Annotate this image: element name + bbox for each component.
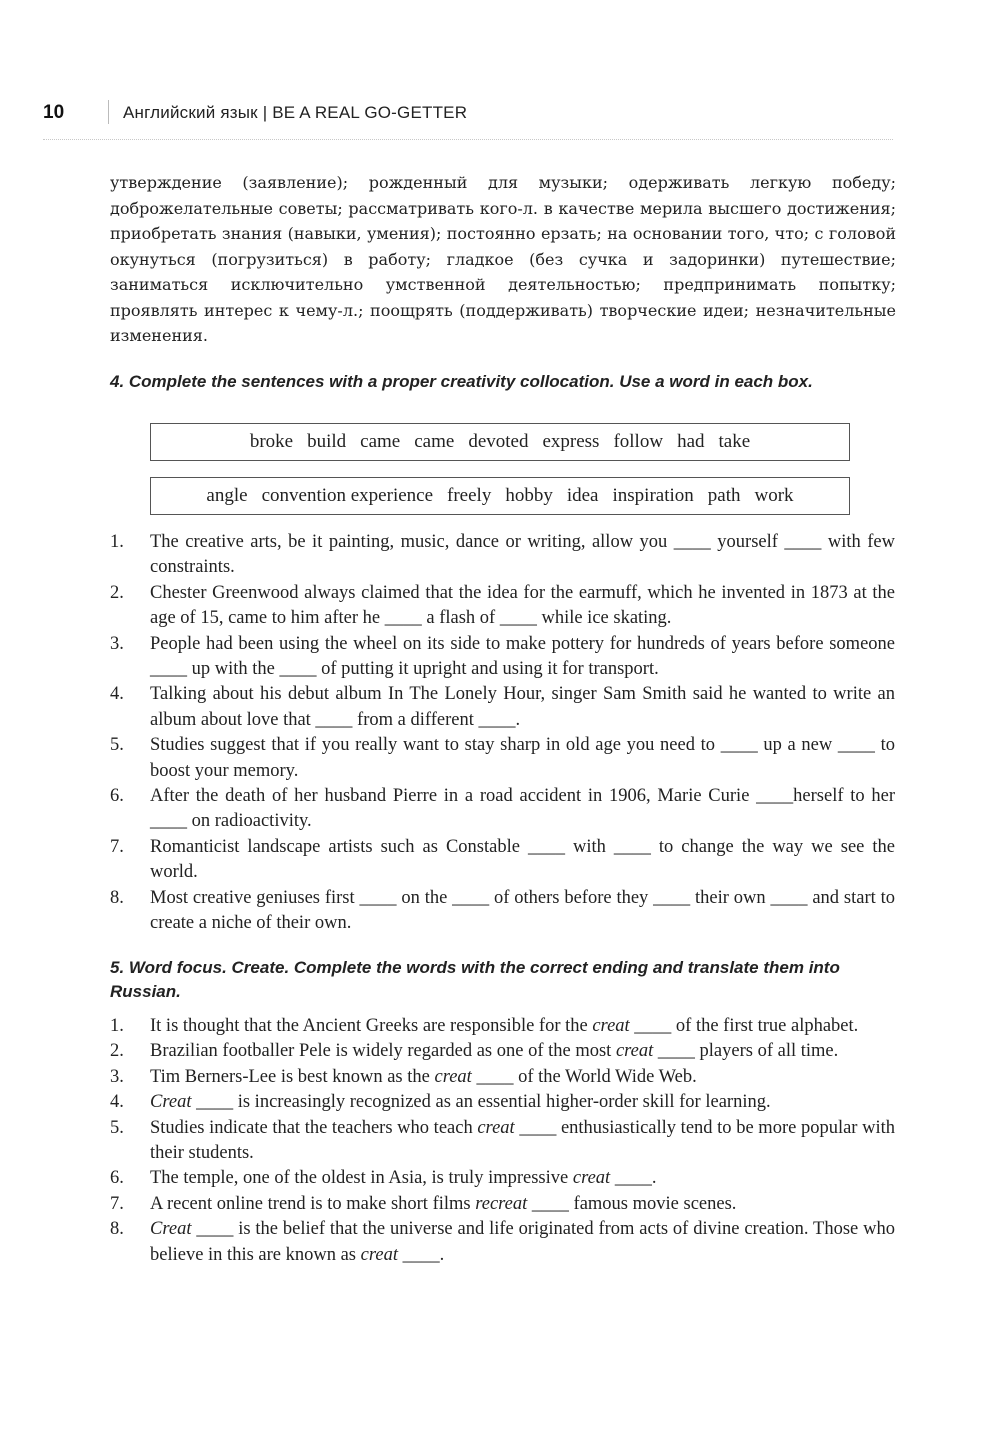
item-text: It is thought that the Ancient Greeks are responsible for the <box>150 1016 593 1036</box>
list-item <box>110 1065 895 1090</box>
item-number: 3. <box>110 633 124 654</box>
word-stem: recreat <box>475 1193 528 1214</box>
list-item <box>110 1090 895 1115</box>
word: came <box>414 431 455 452</box>
word: devoted <box>468 431 529 452</box>
word: came <box>360 431 401 452</box>
intro-paragraph <box>110 170 896 349</box>
list-item <box>110 1166 895 1191</box>
item-number: 6. <box>110 786 124 807</box>
header-rule <box>43 139 893 140</box>
word: angle <box>206 485 248 506</box>
word: freely <box>447 485 492 506</box>
word: broke <box>249 431 294 452</box>
word-stem: creat <box>572 1168 611 1189</box>
item-number: 5. <box>110 735 124 756</box>
item-text: The creative arts, be it painting, music, dance or writing, allow you ____ yourself ____ with few constraints. <box>150 532 895 578</box>
item-text: Tim Berners-Lee is best known as the <box>150 1066 435 1087</box>
item-text: Studies suggest that if you really want to stay sharp in old age you need to ____ up a new ____ to boost your memory. <box>150 735 895 781</box>
item-number: 7. <box>110 836 124 857</box>
item-text: ____ players of all time. <box>653 1041 839 1062</box>
word: idea <box>566 485 599 506</box>
list-item <box>110 1014 895 1039</box>
list-item <box>110 886 895 937</box>
word-box-verbs <box>150 423 850 461</box>
item-number: 2. <box>110 1041 124 1062</box>
task5-list <box>110 1014 895 1268</box>
item-text: ____. <box>397 1244 445 1265</box>
list-item <box>110 1192 895 1217</box>
item-text: Talking about his debut album In The Lonely Hour, singer Sam Smith said he wanted to write an album about love that ____ from a different ____. <box>150 684 895 730</box>
word: convention experience <box>261 485 434 506</box>
word-stem: creat <box>360 1244 398 1265</box>
list-item <box>110 733 895 784</box>
item-number: 8. <box>110 887 124 908</box>
list-item <box>110 682 895 733</box>
item-text: The temple, one of the oldest in Asia, is truly impressive <box>150 1168 573 1189</box>
word-box-nouns <box>150 477 850 515</box>
item-number: 6. <box>110 1168 124 1189</box>
word: hobby <box>505 485 553 506</box>
list-item <box>110 530 895 581</box>
word-stem: creat <box>592 1016 630 1036</box>
word: follow <box>613 431 664 452</box>
item-number: 4. <box>110 684 124 705</box>
item-number: 5. <box>110 1117 124 1138</box>
item-text: A recent online trend is to make short films <box>150 1193 476 1214</box>
word-stem: creat <box>477 1117 515 1138</box>
item-text: ____ of the World Wide Web. <box>471 1066 697 1087</box>
task5-title: 5. Word focus. Create. Complete the words with the correct ending and translate them into Russian. <box>110 958 840 1001</box>
item-number: 7. <box>110 1193 124 1214</box>
page-number: 10 <box>43 102 65 123</box>
item-number: 1. <box>110 532 124 552</box>
word: inspiration <box>612 485 694 506</box>
word: take <box>718 431 751 452</box>
word-stem: Creat <box>150 1219 192 1240</box>
task4-title: 4. Complete the sentences with a proper creativity collocation. Use a word in each box. <box>110 372 813 391</box>
list-item <box>110 1116 895 1167</box>
item-number: 4. <box>110 1092 124 1113</box>
word-stem: creat <box>615 1041 654 1062</box>
word: build <box>307 431 347 452</box>
page-header <box>0 96 1000 140</box>
task4-list <box>110 530 895 937</box>
item-text: ____ famous movie scenes. <box>527 1193 737 1214</box>
word: had <box>677 431 705 452</box>
list-item <box>110 835 895 886</box>
item-text: After the death of her husband Pierre in a road accident in 1906, Marie Curie ____herself to her ____ on radioactivity. <box>150 786 895 832</box>
running-title: Английский язык | BE A REAL GO-GETTER <box>123 103 468 122</box>
word-stem: Creat <box>150 1092 192 1113</box>
item-text: Brazilian footballer Pele is widely regarded as one of the most <box>150 1041 616 1062</box>
list-item <box>110 1039 895 1064</box>
item-number: 1. <box>110 1016 124 1036</box>
list-item <box>110 784 895 835</box>
word: express <box>542 431 600 452</box>
item-text: ____ of the first true alphabet. <box>629 1016 859 1036</box>
item-text: ____ is the belief that the universe and life originated from acts of divine creation. Those who believe in this are known as <box>150 1219 895 1265</box>
item-text: People had been using the wheel on its side to make pottery for hundreds of years before someone ____ up with the ____ of putting it upright and using it for transport. <box>150 633 895 680</box>
item-text: Romanticist landscape artists such as Constable ____ with ____ to change the way we see the world. <box>150 836 895 883</box>
word: work <box>754 485 794 506</box>
word-stem: creat <box>434 1066 472 1087</box>
list-item <box>110 581 895 632</box>
item-text: Studies indicate that the teachers who teach <box>150 1117 478 1138</box>
word: path <box>707 485 741 506</box>
intro-text: утверждение (заявление); рожденный для музыки; одерживать легкую победу; доброжелательные советы; рассматривать кого-л. в качестве мерила высшего достижения; приобретать знания (навыки, умения); постоянно ерзать; на основании того, что; с головой окунуться (погрузиться) в работу; гладкое (без сучка и задоринки) путешествие; заниматься исключительно умственной деятельностью; предпринимать попытку; проявлять интерес к чему-л.; поощрять (поддерживать) творческие идеи; незначительные изменения. <box>110 173 896 345</box>
item-text: ____ enthusiastically tend to be more popular with their students. <box>150 1117 895 1164</box>
item-number: 2. <box>110 582 124 603</box>
list-item <box>110 1217 895 1268</box>
item-number: 3. <box>110 1066 124 1087</box>
header-divider <box>108 100 109 124</box>
item-text: ____. <box>610 1168 657 1189</box>
item-text: Most creative geniuses first ____ on the ____ of others before they ____ their own ____ and start to create a niche of their own. <box>150 887 895 934</box>
item-text: ____ is increasingly recognized as an essential higher-order skill for learning. <box>191 1092 771 1113</box>
item-number: 8. <box>110 1219 124 1240</box>
list-item <box>110 632 895 683</box>
item-text: Chester Greenwood always claimed that the idea for the earmuff, which he invented in 1873 at the age of 15, came to him after he ____ a flash of ____ while ice skating. <box>150 582 895 629</box>
